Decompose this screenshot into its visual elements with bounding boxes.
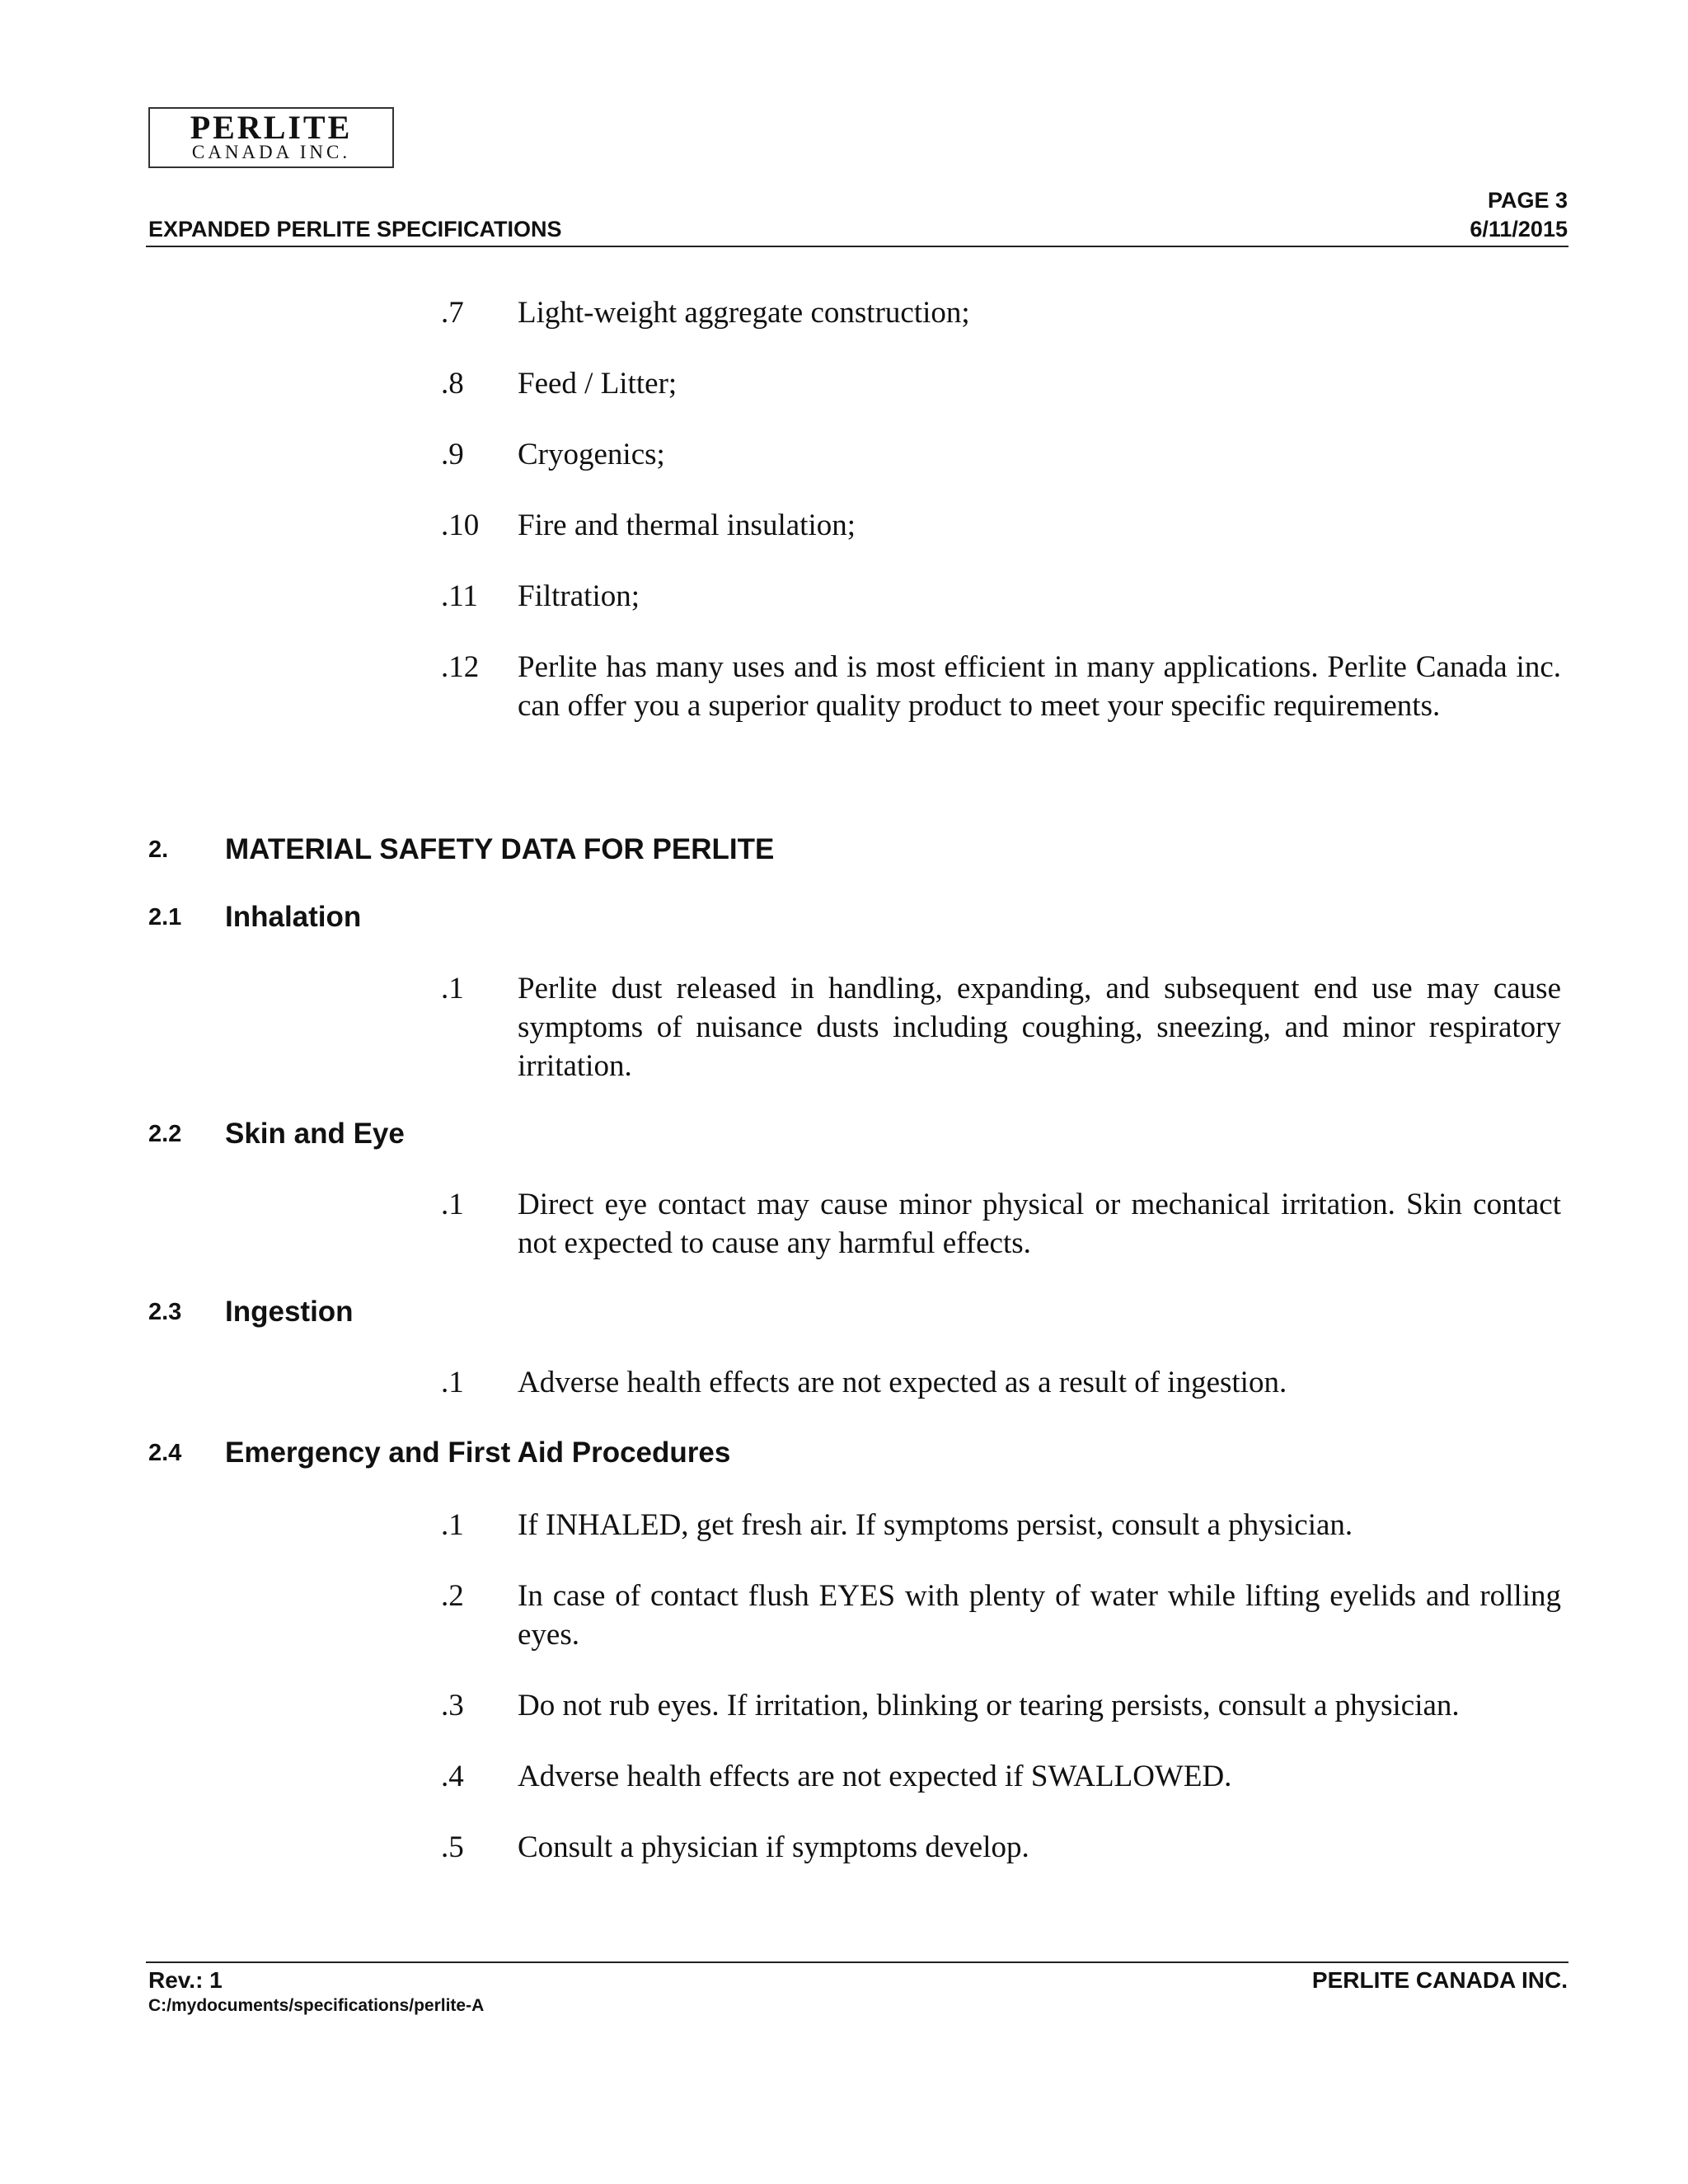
footer-company-name: PERLITE CANADA INC.: [1311, 1967, 1568, 1993]
document-title: EXPANDED PERLITE SPECIFICATIONS: [148, 217, 562, 241]
subsection-number: 2.2: [148, 1121, 182, 1147]
list-item-number: .1: [441, 1188, 464, 1221]
list-item-text: Filtration;: [518, 579, 640, 613]
list-item-text: If INHALED, get fresh air. If symptoms persist, consult a physician.: [518, 1508, 1353, 1542]
subsection-number: 2.4: [148, 1440, 182, 1466]
subsection-number: 2.1: [148, 904, 182, 930]
subsection-title: Ingestion: [225, 1296, 354, 1328]
list-item-text: Perlite has many uses and is most efficient in many applications. Perlite Canada inc. can offer you a superior quality product to meet your specific requirements.: [518, 650, 1561, 723]
revision-label: Rev.: 1: [148, 1967, 223, 1993]
subsection-title: Skin and Eye: [225, 1118, 405, 1150]
list-item-number: .2: [441, 1579, 464, 1613]
page-number: PAGE 3: [1487, 188, 1568, 213]
list-item-number: .12: [441, 650, 480, 684]
list-item-number: .5: [441, 1830, 464, 1864]
logo-line-1: PERLITE: [190, 109, 353, 146]
list-item-number: .10: [441, 509, 480, 542]
list-item-number: .8: [441, 367, 464, 401]
list-item-number: .7: [441, 296, 464, 330]
file-path: C:/mydocuments/specifications/perlite-A: [148, 1996, 485, 2015]
list-item-number: .3: [441, 1689, 464, 1722]
footer-rule: [146, 1961, 1568, 1963]
list-item-text: Feed / Litter;: [518, 367, 678, 401]
header-rule: [146, 246, 1568, 247]
list-item-text: In case of contact flush EYES with plenty of water while lifting eyelids and rolling eyes.: [518, 1579, 1561, 1652]
list-item-number: .11: [441, 579, 478, 613]
subsection-number: 2.3: [148, 1299, 182, 1325]
list-item-text: Direct eye contact may cause minor physical or mechanical irritation. Skin contact not expected to cause any harmful effects.: [518, 1188, 1561, 1260]
list-item-text: Cryogenics;: [518, 438, 665, 471]
subsection-title: Inhalation: [225, 901, 362, 933]
company-logo: [148, 107, 394, 168]
list-item-text: Adverse health effects are not expected if SWALLOWED.: [518, 1760, 1232, 1793]
list-item-text: Consult a physician if symptoms develop.: [518, 1830, 1029, 1864]
list-item-text: Do not rub eyes. If irritation, blinking or tearing persists, consult a physician.: [518, 1689, 1460, 1722]
subsection-title: Emergency and First Aid Procedures: [225, 1436, 731, 1469]
logo-line-2: CANADA INC.: [191, 142, 351, 162]
document-date: 6/11/2015: [1470, 217, 1568, 241]
list-item-number: .1: [441, 1508, 464, 1542]
list-item-text: Light-weight aggregate construction;: [518, 296, 970, 330]
list-item-text: Adverse health effects are not expected as a result of ingestion.: [518, 1366, 1287, 1399]
list-item-number: .4: [441, 1760, 464, 1793]
list-item-number: .1: [441, 972, 464, 1005]
list-item-text: Fire and thermal insulation;: [518, 509, 856, 542]
section-number: 2.: [148, 837, 169, 863]
list-item-text: Perlite dust released in handling, expanding, and subsequent end use may cause symptoms of nuisance dusts including coughing, sneezing, and minor respiratory irritation.: [518, 972, 1561, 1083]
section-title: MATERIAL SAFETY DATA FOR PERLITE: [225, 833, 775, 865]
list-item-number: .1: [441, 1366, 464, 1399]
list-item-number: .9: [441, 438, 464, 471]
